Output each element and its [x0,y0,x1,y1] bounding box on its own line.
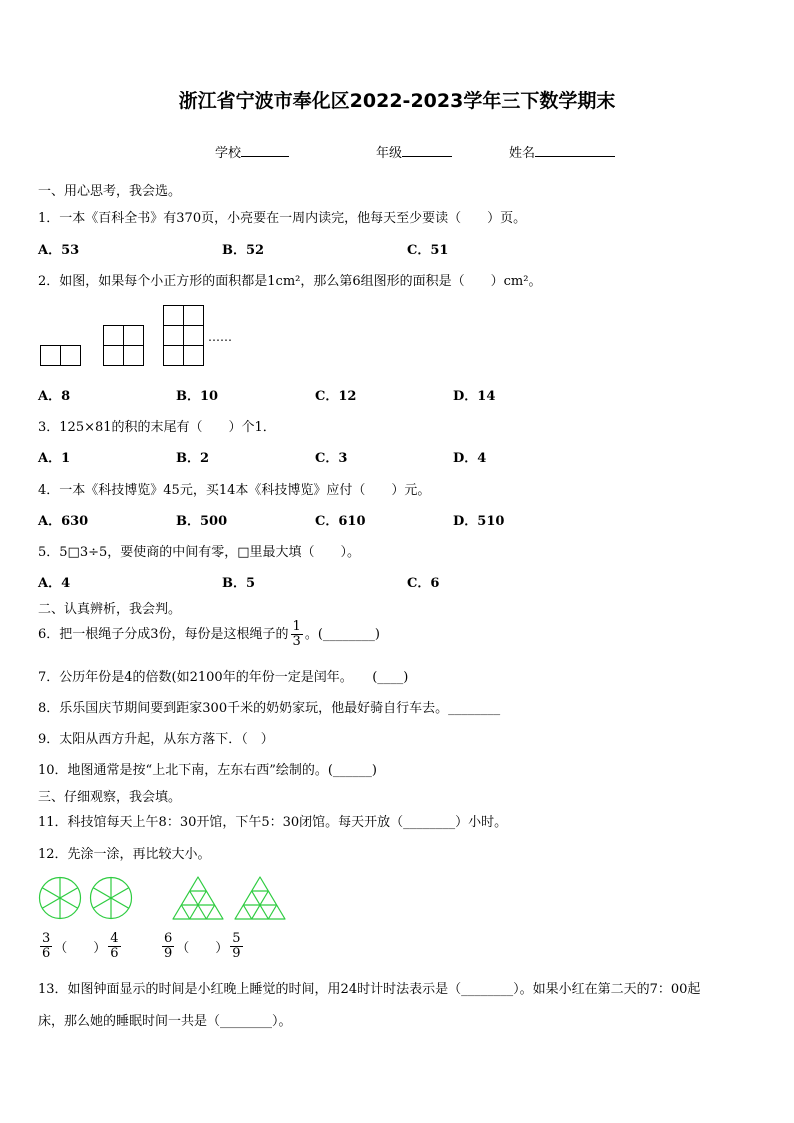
q3-option-a: A．1 [38,451,71,466]
q2-figure-2 [103,325,145,367]
q4-option-d: D．510 [453,514,505,529]
q1-option-a: A．53 [38,243,80,258]
q6-text-pre: 6．把一根绳子分成3份，每份是这根绳子的 [38,627,289,642]
q5-option-c: C．6 [407,576,440,591]
q6-numerator: 1 [292,619,301,634]
section-heading-3: 三、仔细观察，我会填。 [38,790,182,805]
question-1: 1．一本《百科全书》有370页，小亮要在一周内读完，他每天至少要读（ ）页。 [38,211,527,226]
question-4: 4．一本《科技博览》45元，买14本《科技博览》应付（ ）元。 [38,483,431,498]
grade-blank [402,143,452,157]
school-blank [241,143,289,157]
q2-ellipsis: …… [208,330,232,344]
section-heading-2: 二、认真辨析，我会判。 [38,602,182,617]
grade-label: 年级 [376,146,403,161]
q12-circle-1 [38,876,82,920]
question-3: 3．125×81的积的末尾有（ ）个1． [38,420,276,435]
q12-right-a-numerator: 6 [164,931,173,946]
q12-left-a-denominator: 6 [42,946,51,961]
q12-right-paren: （ ） [176,941,229,956]
q12-triangle-2 [234,876,286,920]
q12-compare-right [160,932,245,961]
question-13-line-2: 床，那么她的睡眠时间一共是（________）。 [38,1014,292,1029]
q12-right-b-denominator: 9 [232,946,241,961]
q5-option-a: A．4 [38,576,71,591]
question-6 [38,620,380,649]
q4-option-c: C．610 [315,514,366,529]
q12-left-b-denominator: 6 [110,946,119,961]
q6-text-post: 。(________) [304,627,380,642]
q12-fraction-5-9 [230,932,242,961]
q12-fraction-3-6 [40,932,52,961]
q3-option-b: B．2 [176,451,210,466]
q12-left-a-numerator: 3 [42,931,51,946]
question-11: 11．科技馆每天上午8：30开馆，下午5：30闭馆。每天开放（________）小时。 [38,815,508,830]
question-2: 2．如图，如果每个小正方形的面积都是1cm²，那么第6组图形的面积是（ ）cm²。 [38,274,542,289]
name-field [509,142,615,161]
q4-option-b: B．500 [176,514,228,529]
q12-triangle-1 [172,876,224,920]
q1-option-c: C．51 [407,243,449,258]
q12-right-a-denominator: 9 [164,946,173,961]
grade-field [376,142,452,161]
school-field [215,142,289,161]
question-13-line-1: 13．如图钟面显示的时间是小红晚上睡觉的时间，用24时计时法表示是（________）。如果小红在第二天的7：00起 [38,982,701,997]
q2-option-a: A．8 [38,389,71,404]
school-label: 学校 [215,146,242,161]
name-label: 姓名 [509,146,536,161]
q12-fraction-6-9 [162,932,174,961]
q6-denominator: 3 [292,634,301,649]
section-heading-1: 一、用心思考，我会选。 [38,184,182,199]
question-12: 12．先涂一涂，再比较大小。 [38,847,211,862]
q12-circle-2 [89,876,133,920]
question-10: 10．地图通常是按“上北下南，左东右西”绘制的。(______) [38,763,377,778]
q12-fraction-4-6 [108,932,120,961]
q2-figure-3 [163,305,205,367]
q6-fraction [291,620,303,649]
name-blank [535,143,615,157]
question-5: 5．5□3÷5，要使商的中间有零，□里最大填（ ）。 [38,545,361,560]
q12-compare-left [38,932,123,961]
question-8: 8．乐乐国庆节期间要到距家300千米的奶奶家玩，他最好骑自行车去。________ [38,701,501,716]
question-7: 7．公历年份是4的倍数(如2100年的年份一定是闰年。 (____) [38,670,409,685]
page-title: 浙江省宁波市奉化区2022-2023学年三下数学期末 [178,90,616,112]
q3-option-c: C．3 [315,451,348,466]
q2-figure-1 [40,345,82,367]
q2-option-d: D．14 [453,389,496,404]
q12-left-paren: （ ） [54,941,107,956]
q5-option-b: B．5 [222,576,256,591]
q2-option-c: C．12 [315,389,357,404]
q1-option-b: B．52 [222,243,265,258]
q12-left-b-numerator: 4 [110,931,119,946]
q4-option-a: A．630 [38,514,89,529]
question-9: 9．太阳从西方升起，从东方落下．（ ） [38,732,274,747]
q3-option-d: D．4 [453,451,487,466]
q2-option-b: B．10 [176,389,219,404]
q12-right-b-numerator: 5 [232,931,241,946]
